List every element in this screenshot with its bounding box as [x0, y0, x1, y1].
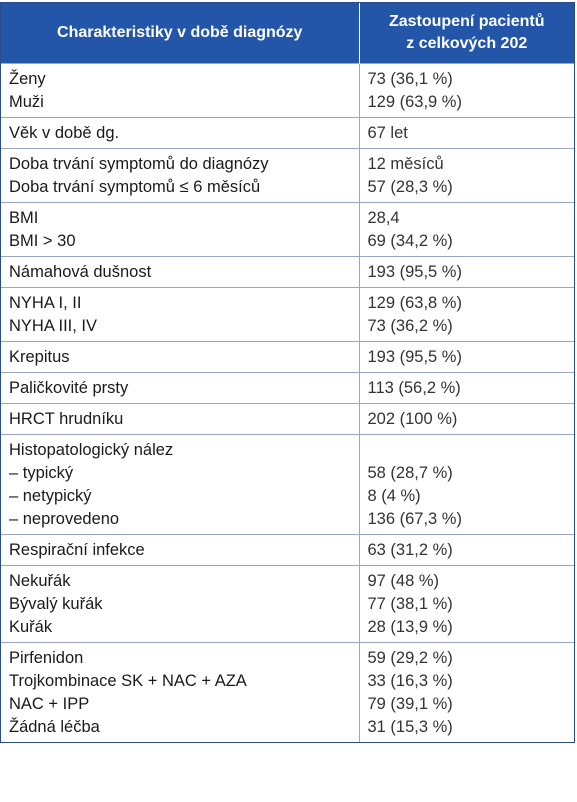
characteristic-label: BMI > 30: [9, 232, 76, 250]
patient-share-value: 193 (95,5 %): [367, 348, 462, 366]
characteristic-label: Krepitus: [9, 348, 70, 366]
patient-share-cell: [359, 404, 574, 435]
characteristic-label: NYHA I, II: [9, 294, 82, 312]
table-row: [1, 373, 574, 404]
characteristic-label: Věk v době dg.: [9, 124, 120, 142]
patient-share-value: 12 měsíců: [367, 155, 444, 173]
characteristic-label: NAC + IPP: [9, 695, 90, 713]
table-header: [1, 3, 574, 64]
patient-share-value: 8 (4 %): [367, 487, 421, 505]
characteristic-cell: [1, 64, 359, 118]
characteristic-label: – neprovedeno: [9, 510, 120, 528]
patient-share-value: 193 (95,5 %): [367, 263, 462, 281]
table-row: [1, 288, 574, 342]
table-row: [1, 643, 574, 743]
patient-share-value: 136 (67,3 %): [367, 510, 462, 528]
characteristic-label: Histopatologický nález: [9, 441, 174, 459]
table-row: [1, 342, 574, 373]
characteristic-cell: [1, 342, 359, 373]
characteristic-cell: [1, 288, 359, 342]
patient-share-value: 28 (13,9 %): [367, 618, 453, 636]
patient-share-value: 129 (63,8 %): [367, 294, 462, 312]
patient-share-value: 58 (28,7 %): [367, 464, 453, 482]
table-row: [1, 257, 574, 288]
table-row: [1, 149, 574, 203]
patient-share-cell: [359, 257, 574, 288]
characteristic-cell: [1, 203, 359, 257]
table-row: [1, 566, 574, 643]
patient-share-value: 73 (36,1 %): [367, 70, 453, 88]
table-row: [1, 118, 574, 149]
characteristic-label: BMI: [9, 209, 39, 227]
characteristic-label: Námahová dušnost: [9, 263, 152, 281]
characteristic-cell: [1, 373, 359, 404]
patient-share-value: 79 (39,1 %): [367, 695, 453, 713]
patient-share-value: 113 (56,2 %): [367, 379, 461, 397]
table-body: [1, 64, 574, 743]
characteristic-label: Žádná léčba: [9, 718, 100, 736]
characteristic-label: – netypický: [9, 487, 92, 505]
patient-share-cell: [359, 535, 574, 566]
patient-share-cell: [359, 149, 574, 203]
characteristic-cell: [1, 435, 359, 535]
characteristic-cell: [1, 535, 359, 566]
characteristic-label: Pirfenidon: [9, 649, 84, 667]
patient-share-value: 28,4: [367, 209, 400, 227]
characteristic-cell: [1, 404, 359, 435]
characteristic-label: Paličkovité prsty: [9, 379, 129, 397]
characteristic-cell: [1, 257, 359, 288]
patient-share-cell: [359, 566, 574, 643]
patient-share-value: 33 (16,3 %): [367, 672, 453, 690]
characteristic-label: Ženy: [9, 70, 46, 88]
characteristic-cell: [1, 118, 359, 149]
patient-share-value: 59 (29,2 %): [367, 649, 453, 667]
header-patient-share: [359, 3, 574, 64]
patient-share-cell: [359, 342, 574, 373]
patient-share-cell: [359, 64, 574, 118]
characteristic-cell: [1, 149, 359, 203]
patient-share-value: 67 let: [367, 124, 408, 142]
patient-share-cell: [359, 373, 574, 404]
characteristic-label: Doba trvání symptomů ≤ 6 měsíců: [9, 178, 261, 196]
patient-share-value: 63 (31,2 %): [367, 541, 453, 559]
header-patient-share-line2: z celkových 202: [406, 35, 528, 52]
characteristic-label: Doba trvání symptomů do diagnózy: [9, 155, 269, 173]
characteristic-label: Trojkombinace SK + NAC + AZA: [9, 672, 247, 690]
characteristic-label: NYHA III, IV: [9, 317, 98, 335]
header-patient-share-line1: Zastoupení pacientů: [388, 13, 545, 30]
patient-share-cell: [359, 203, 574, 257]
patient-share-value: 77 (38,1 %): [367, 595, 453, 613]
patient-share-value: 97 (48 %): [367, 572, 440, 590]
table-row: [1, 535, 574, 566]
characteristic-label: Kuřák: [9, 618, 53, 636]
patient-share-cell: [359, 643, 574, 743]
patient-share-value: 31 (15,3 %): [367, 718, 453, 736]
characteristic-label: HRCT hrudníku: [9, 410, 124, 428]
patient-share-value: 202 (100 %): [367, 410, 458, 428]
characteristic-label: Muži: [9, 93, 44, 111]
patient-characteristics-table: [1, 3, 574, 742]
table-row: [1, 435, 574, 535]
header-characteristics: Charakteristiky v době diagnózy: [1, 3, 359, 64]
table-row: [1, 64, 574, 118]
patient-share-cell: [359, 288, 574, 342]
characteristic-label: Nekuřák: [9, 572, 71, 590]
patient-characteristics-table-wrapper: [0, 2, 575, 743]
characteristic-label: Respirační infekce: [9, 541, 145, 559]
header-row: [1, 3, 574, 64]
patient-share-cell: [359, 118, 574, 149]
characteristic-label: – typický: [9, 464, 74, 482]
characteristic-cell: [1, 566, 359, 643]
characteristic-label: Bývalý kuřák: [9, 595, 103, 613]
patient-share-cell: [359, 435, 574, 535]
patient-share-value: [368, 439, 569, 462]
table-row: [1, 203, 574, 257]
patient-share-value: 73 (36,2 %): [367, 317, 453, 335]
characteristic-cell: [1, 643, 359, 743]
table-row: [1, 404, 574, 435]
patient-share-value: 57 (28,3 %): [367, 178, 453, 196]
patient-share-value: 129 (63,9 %): [367, 93, 462, 111]
patient-share-value: 69 (34,2 %): [367, 232, 453, 250]
